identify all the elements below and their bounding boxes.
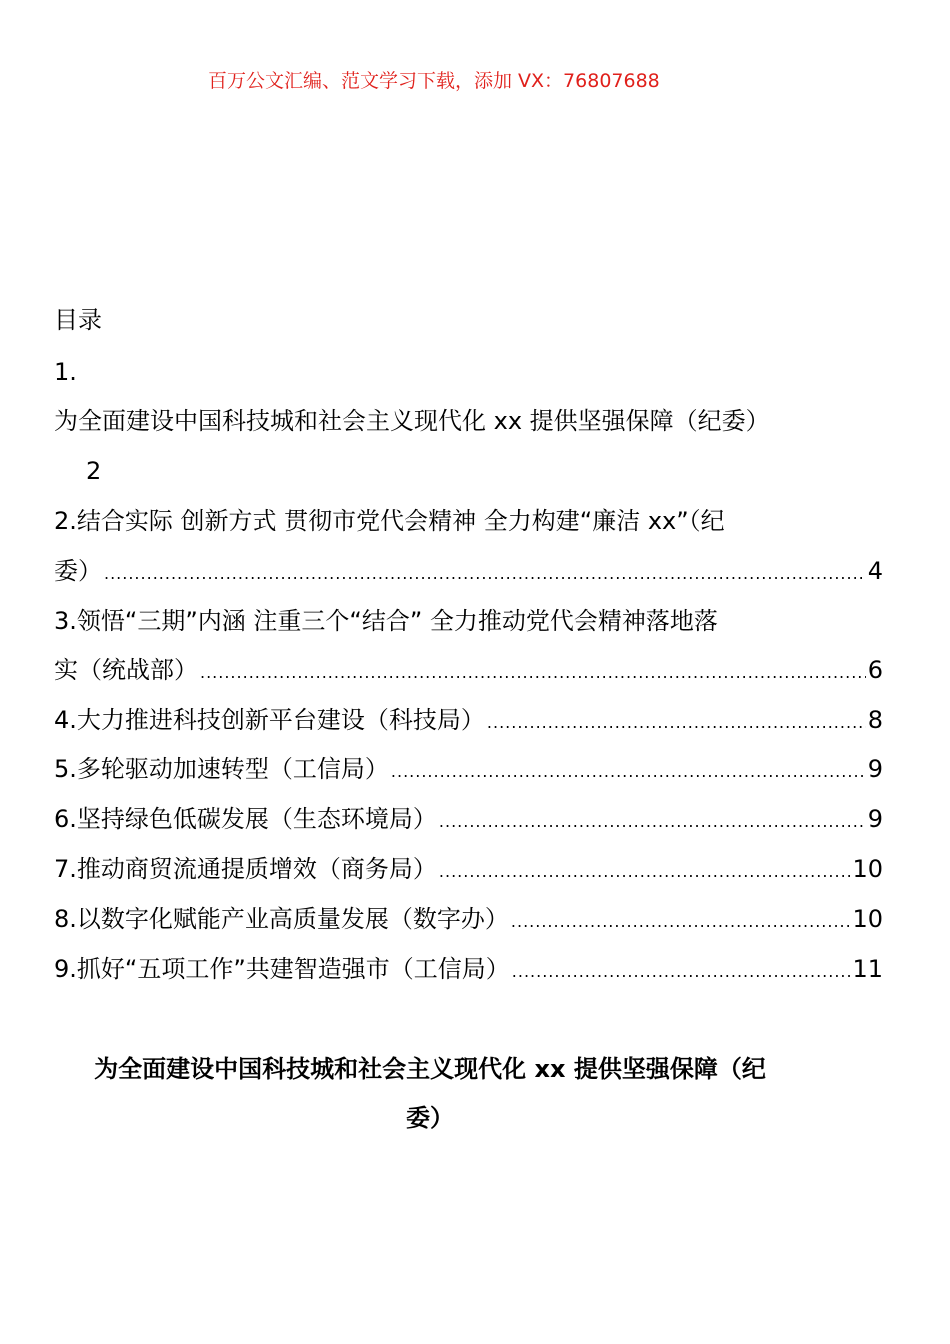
leader-dots <box>511 906 851 938</box>
toc-entry-6[interactable] <box>54 803 883 838</box>
leader-dots <box>512 956 851 988</box>
leader-dots <box>439 806 866 838</box>
watermark-text: 百万公文汇编、范文学习下载，添加 VX：76807688 <box>208 70 660 92</box>
toc-entry-1-number[interactable]: 1. <box>54 358 77 386</box>
leader-dots <box>487 707 866 739</box>
toc-entry-text: 6.坚持绿色低碳发展（生态环境局） <box>54 805 437 833</box>
toc-entry-3-page: 6 <box>867 656 883 684</box>
toc-entry-1-page[interactable]: 2 <box>86 457 102 485</box>
toc-entry-page: 10 <box>852 905 883 933</box>
leader-dots <box>200 657 866 689</box>
toc-entry-1-text[interactable]: 为全面建设中国科技城和社会主义现代化 xx 提供坚强保障（纪委） <box>54 407 770 435</box>
toc-entry-text: 9.抓好“五项工作”共建智造强市（工信局） <box>54 955 510 983</box>
toc-entry-3-line2: 实（统战部） <box>54 656 198 684</box>
leader-dots <box>391 756 866 788</box>
leader-dots <box>104 558 866 590</box>
section-heading-line2: 委） <box>406 1104 454 1132</box>
toc-entry-page: 8 <box>867 706 883 734</box>
leader-dots <box>439 856 851 888</box>
toc-entry-8[interactable] <box>54 903 883 938</box>
toc-entry-text: 4.大力推进科技创新平台建设（科技局） <box>54 706 485 734</box>
toc-entry-text: 7.推动商贸流通提质增效（商务局） <box>54 855 437 883</box>
toc-entry-page: 9 <box>867 755 883 783</box>
toc-entry-2-line2: 委） <box>54 557 102 585</box>
toc-entry-3[interactable] <box>54 654 883 689</box>
toc-entry-text: 5.多轮驱动加速转型（工信局） <box>54 755 389 783</box>
toc-entry-4[interactable] <box>54 704 883 739</box>
toc-title: 目录 <box>54 306 102 334</box>
toc-entry-text: 8.以数字化赋能产业高质量发展（数字办） <box>54 905 509 933</box>
toc-entry-3-line1[interactable]: 3.领悟“三期”内涵 注重三个“结合” 全力推动党代会精神落地落 <box>54 607 718 635</box>
toc-entry-2-line1[interactable]: 2.结合实际 创新方式 贯彻市党代会精神 全力构建“廉洁 xx”（纪 <box>54 507 725 535</box>
toc-entry-page: 11 <box>852 955 883 983</box>
toc-entry-2[interactable] <box>54 555 883 590</box>
toc-entry-page: 10 <box>852 855 883 883</box>
toc-entry-page: 9 <box>867 805 883 833</box>
toc-entry-5[interactable] <box>54 753 883 788</box>
toc-entry-9[interactable] <box>54 953 883 988</box>
toc-entry-2-page: 4 <box>867 557 883 585</box>
section-heading-line1: 为全面建设中国科技城和社会主义现代化 xx 提供坚强保障（纪 <box>94 1055 766 1083</box>
toc-entry-7[interactable] <box>54 853 883 888</box>
